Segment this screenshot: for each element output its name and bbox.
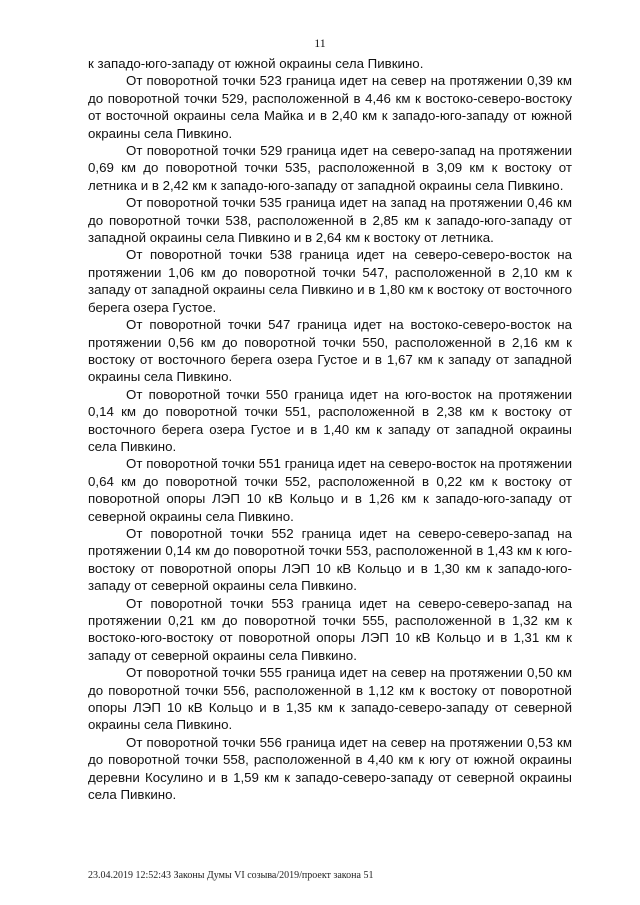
paragraph: От поворотной точки 550 граница идет на юго-восток на протяжении 0,14 км до поворотной точки 551, расположенной в 2,38 км к востоку от восточного берега озера Густое и в 1,40 км к западу от западной окраины села Пивкино. [88, 386, 572, 454]
paragraph-continuation: к западо-юго-западу от южной окраины села Пивкино. [88, 56, 424, 71]
paragraph: От поворотной точки 553 граница идет на северо-северо-запад на протяжении 0,21 км до поворотной точки 555, расположенной в 1,32 км к востоко-юго-востоку от поворотной опоры ЛЭП 10 кВ Кольцо и в 1,31 км к западу от северной окраины села Пивкино. [88, 595, 572, 663]
paragraph: От поворотной точки 529 граница идет на северо-запад на протяжении 0,69 км до поворотной точки 535, расположенной в 3,09 км к востоку от летника и в 2,42 км к западо-юго-западу от западной окраины села Пивкино. [88, 143, 572, 193]
document-footer: 23.04.2019 12:52:43 Законы Думы VI созыва/2019/проект закона 51 [88, 870, 374, 881]
paragraph: От поворотной точки 555 граница идет на север на протяжении 0,50 км до поворотной точки 556, расположенной в 1,12 км к востоку от поворотной опоры ЛЭП 10 кВ Кольцо и в 1,35 км к западо-северо-западу от северной окраины села Пивкино. [88, 665, 572, 733]
page-number: 11 [314, 36, 326, 50]
paragraph: От поворотной точки 552 граница идет на северо-северо-запад на протяжении 0,14 км до поворотной точки 553, расположенной в 1,43 км к юго-востоку от поворотной опоры ЛЭП 10 кВ Кольцо и в 1,30 км к западо-юго-западу от северной окраины села Пивкино. [88, 525, 572, 594]
paragraph: От поворотной точки 551 граница идет на северо-восток на протяжении 0,64 км до поворотной точки 552, расположенной в 0,22 км к востоку от поворотной опоры ЛЭП 10 кВ Кольцо и в 1,26 км к западо-юго-западу от северной окраины села Пивкино. [88, 456, 572, 524]
paragraph: От поворотной точки 538 граница идет на северо-северо-восток на протяжении 1,06 км до поворотной точки 547, расположенной в 2,10 км к западу от западной окраины села Пивкино и в 1,80 км к востоку от восточного берега озера Густое. [88, 247, 572, 315]
paragraph: От поворотной точки 523 граница идет на север на протяжении 0,39 км до поворотной точки 529, расположенной в 4,46 км к востоко-северо-востоку от восточной окраины села Майка и в 2,40 км к западо-юго-западу от южной окраины села Пивкино. [88, 73, 572, 141]
paragraph: От поворотной точки 535 граница идет на запад на протяжении 0,46 км до поворотной точки 538, расположенной в 2,85 км к западо-юго-западу от западной окраины села Пивкино и в 2,64 км к востоку от летника. [88, 195, 572, 246]
paragraph: От поворотной точки 556 граница идет на север на протяжении 0,53 км до поворотной точки 558, расположенной в 4,40 км к югу от южной окраины деревни Косулино и в 1,59 км к западо-северо-западу от северной окраины села Пивкино. [88, 734, 572, 803]
paragraph: От поворотной точки 547 граница идет на востоко-северо-восток на протяжении 0,56 км до поворотной точки 550, расположенной в 2,16 км к востоку от восточного берега озера Густое и в 1,67 км к западу от западной окраины села Пивкино. [88, 317, 572, 385]
document-body [88, 55, 572, 803]
